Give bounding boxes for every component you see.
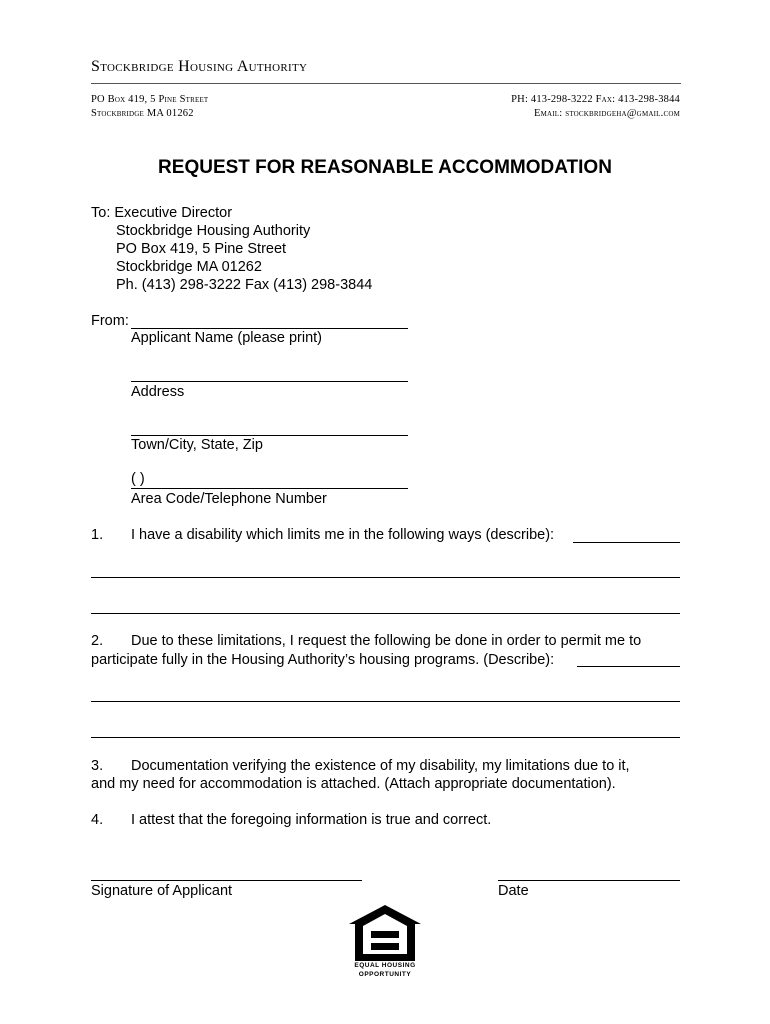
to-line-3: Stockbridge MA 01262 (116, 259, 262, 275)
logo-text-line-2: OPPORTUNITY (358, 971, 412, 978)
telephone-label: Area Code/Telephone Number (131, 491, 327, 507)
address-line-1: PO Box 419, 5 Pine Street (91, 94, 209, 105)
area-code-parens: ( ) (131, 471, 145, 487)
item-1-text: I have a disability which limits me in the following ways (describe): (131, 527, 555, 543)
phone-fax: PH: 413-298-3222 Fax: 413-298-3844 (511, 94, 680, 105)
item-2-text-2: participate fully in the Housing Authority’s housing programs. (Describe): (91, 652, 555, 668)
applicant-name-line[interactable] (131, 328, 408, 329)
item-2-text-1: Due to these limitations, I request the following be done in order to permit me to (131, 633, 642, 649)
item-2-line-1[interactable] (91, 701, 680, 702)
item-2-inline-line[interactable] (577, 666, 680, 667)
item-4-text: I attest that the foregoing information is true and correct. (131, 812, 492, 828)
to-line-2: PO Box 419, 5 Pine Street (116, 241, 287, 257)
item-1-inline-line[interactable] (573, 542, 680, 543)
town-city-line[interactable] (131, 435, 408, 436)
town-city-label: Town/City, State, Zip (131, 437, 263, 453)
organization-name: Stockbridge Housing Authority (91, 58, 308, 75)
equal-housing-house-icon (349, 904, 421, 964)
date-line[interactable] (498, 880, 680, 881)
item-3-text-1: Documentation verifying the existence of my disability, my limitations due to it, (131, 758, 630, 774)
from-label: From: (91, 313, 129, 329)
item-1-number: 1. (91, 527, 104, 543)
address-line-2: Stockbridge MA 01262 (91, 108, 194, 119)
item-3-number: 3. (91, 758, 104, 774)
to-label: To: Executive Director (91, 205, 233, 221)
telephone-line[interactable] (131, 488, 408, 489)
item-2-line-2[interactable] (91, 737, 680, 738)
address-line[interactable] (131, 381, 408, 382)
header-divider (91, 83, 681, 84)
item-1-line-1[interactable] (91, 577, 680, 578)
date-label: Date (498, 883, 529, 899)
signature-line[interactable] (91, 880, 362, 881)
item-2-number: 2. (91, 633, 104, 649)
logo-text-line-1: EQUAL HOUSING (354, 962, 416, 969)
page-title: REQUEST FOR REASONABLE ACCOMMODATION (158, 157, 612, 178)
item-1-line-2[interactable] (91, 613, 680, 614)
item-3-text-2: and my need for accommodation is attached. (Attach appropriate documentation). (91, 776, 616, 792)
item-4-number: 4. (91, 812, 104, 828)
to-line-1: Stockbridge Housing Authority (116, 223, 311, 239)
to-line-4: Ph. (413) 298-3222 Fax (413) 298-3844 (116, 277, 373, 293)
signature-label: Signature of Applicant (91, 883, 233, 899)
email: Email: stockbridgeha@gmail.com (533, 108, 680, 119)
applicant-name-label: Applicant Name (please print) (131, 330, 323, 346)
address-label: Address (131, 384, 185, 400)
